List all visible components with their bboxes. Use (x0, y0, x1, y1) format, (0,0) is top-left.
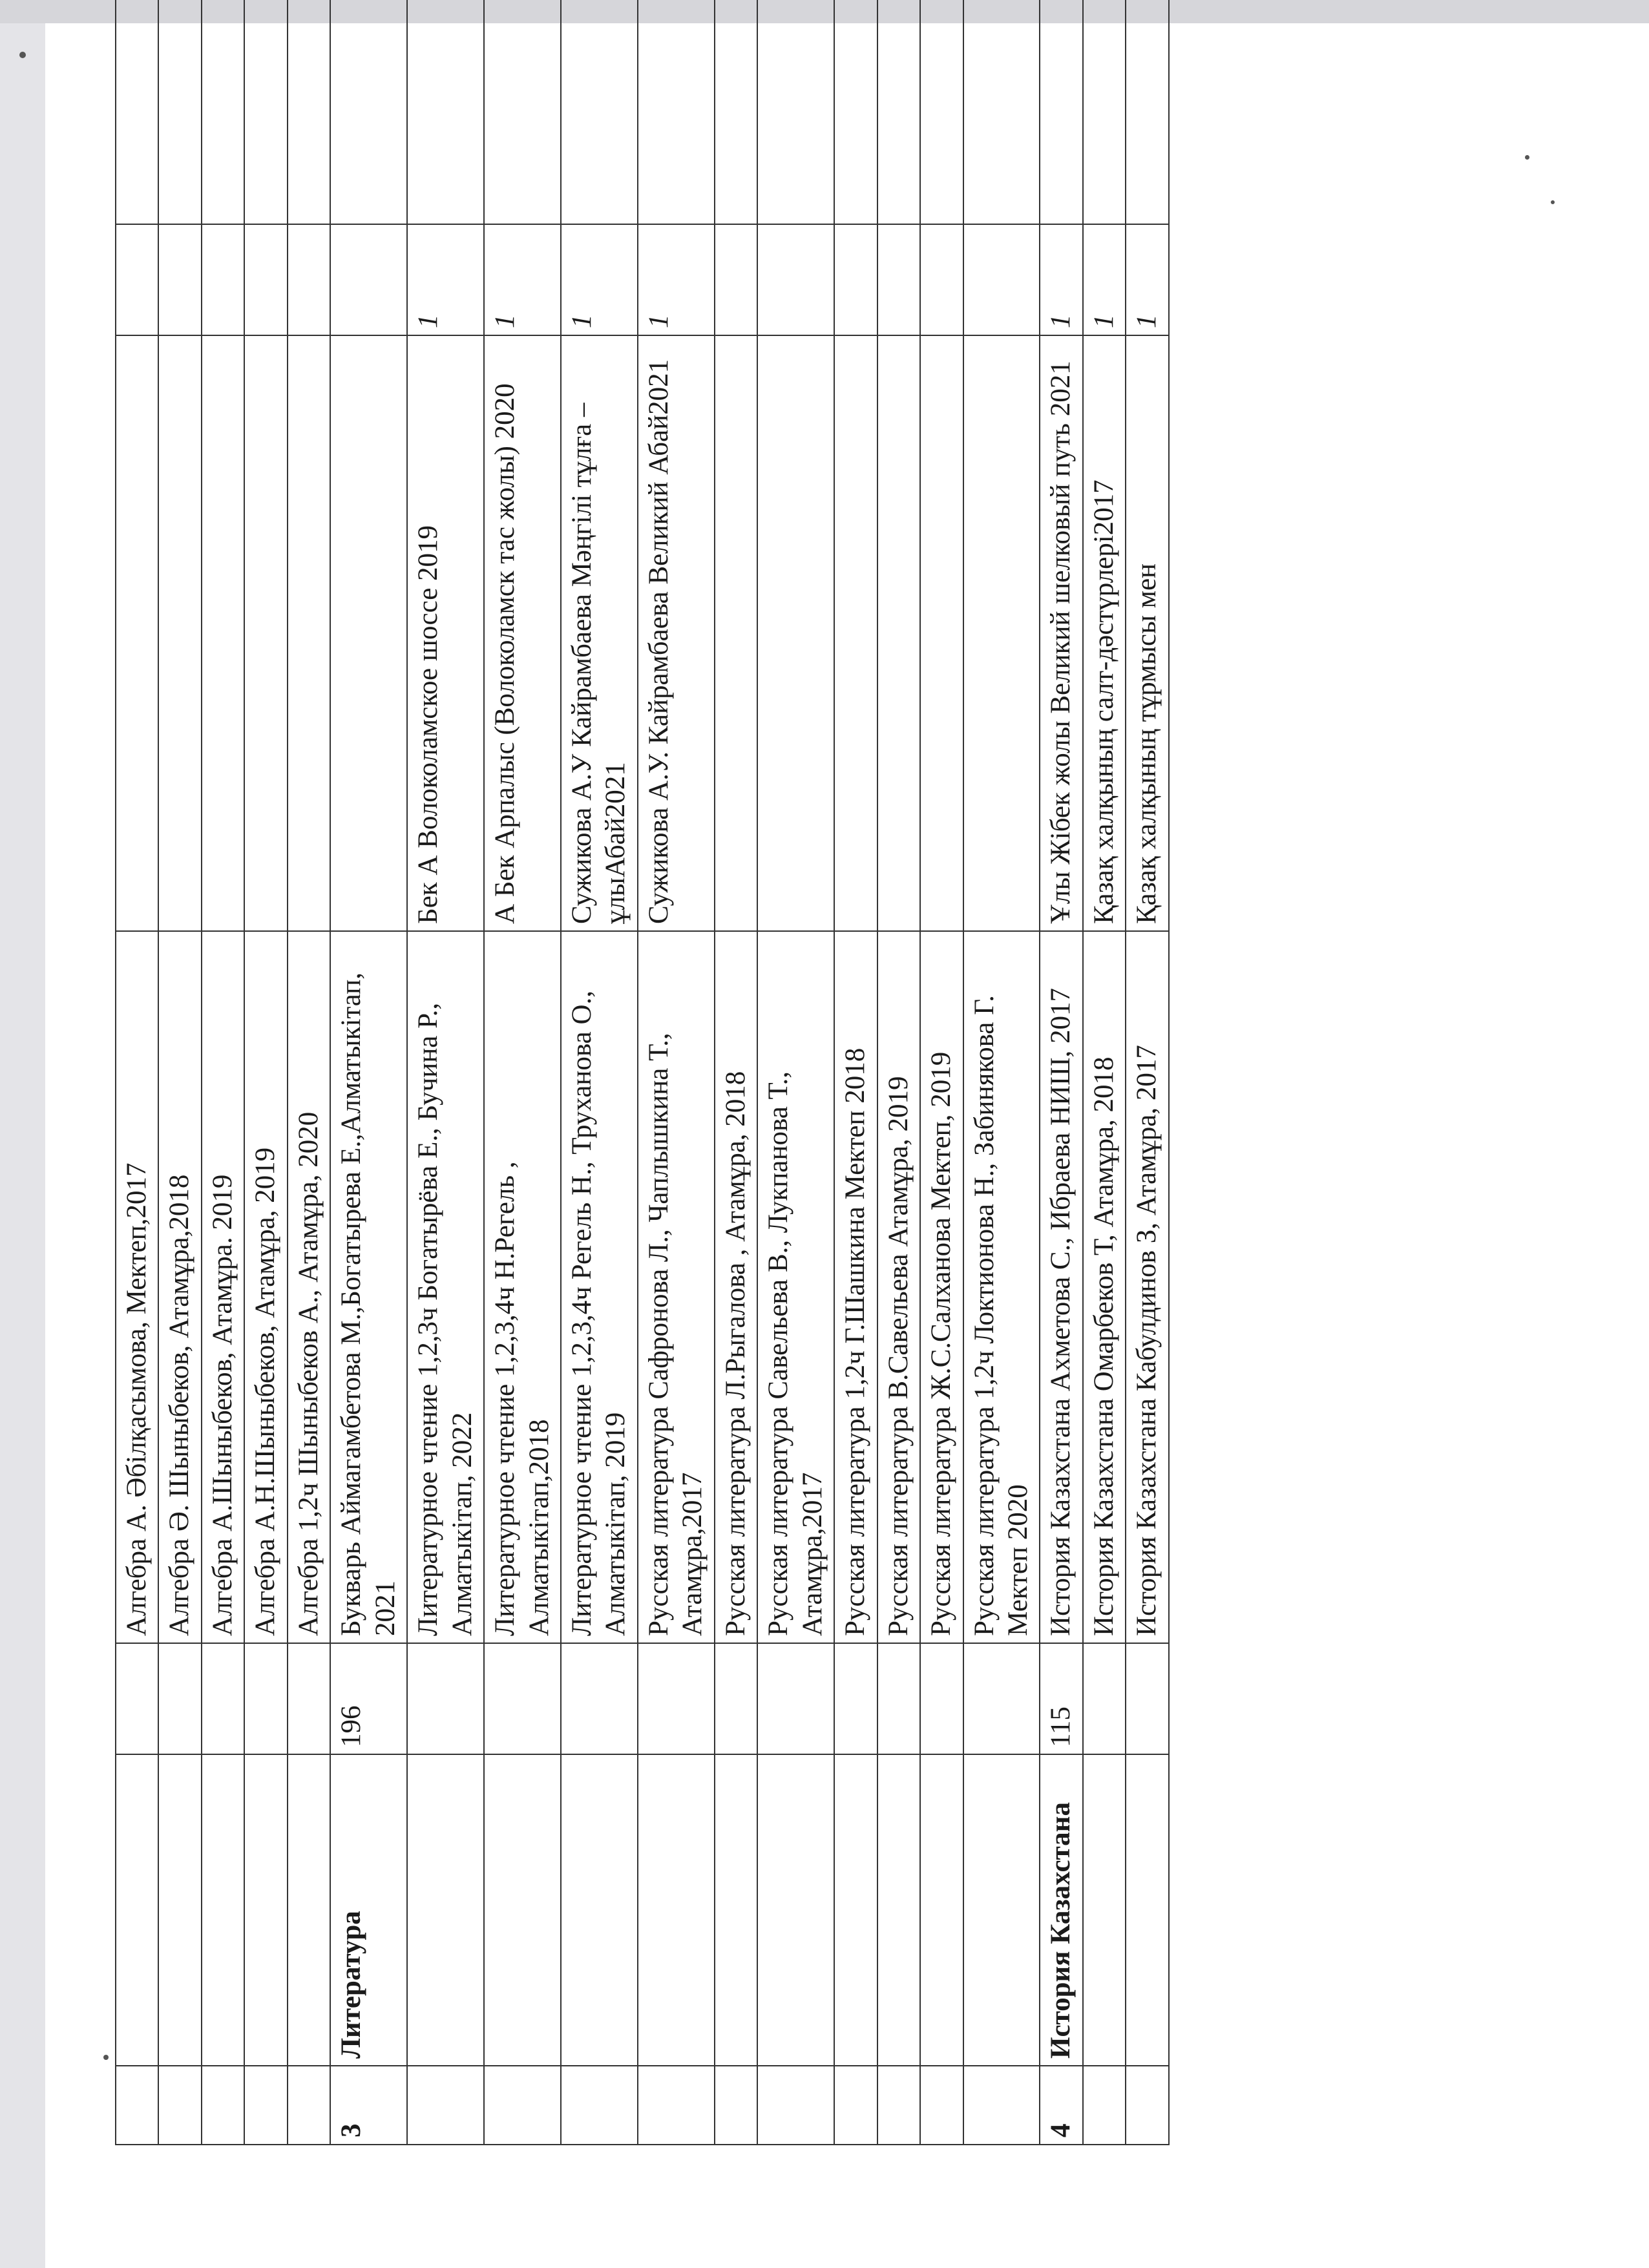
fiction-quantity: 1 (638, 224, 715, 335)
textbook-entry: Русская литература Л.Рыгалова , Атамұра, 2018 (715, 931, 757, 1643)
fiction-entry (116, 335, 158, 931)
fiction-entry (963, 335, 1040, 931)
fiction-entry (877, 335, 920, 931)
fiction-entry (715, 335, 757, 931)
blank-cell (330, 0, 407, 224)
blank-cell (561, 0, 638, 224)
subject-name: Литература (330, 1754, 407, 2066)
row-number (757, 2066, 834, 2145)
textbook-entry: Русская литература 1,2ч Локтионова Н., Забинякова Г. Мектеп 2020 (963, 931, 1040, 1643)
row-number (1083, 2066, 1126, 2145)
subject-name (715, 1754, 757, 2066)
blank-cell (407, 0, 484, 224)
rotated-page (115, 100, 1531, 2145)
subject-name (484, 1754, 561, 2066)
fiction-entry: Бек А Волоколамское шоссе 2019 (407, 335, 484, 931)
blank-cell (715, 0, 757, 224)
blank-cell (202, 0, 244, 224)
textbook-entry: История Казахстана Ахметова С., Ибраева НИШ, 2017 (1040, 931, 1082, 1643)
textbook-entry: История Казахстана Кабулдинов З, Атамұра, 2017 (1126, 931, 1168, 1643)
student-count (834, 1643, 877, 1754)
subject-name (963, 1754, 1040, 2066)
table-row (834, 0, 877, 2145)
table-row (757, 0, 834, 2145)
table-row (877, 0, 920, 2145)
fiction-quantity: 1 (484, 224, 561, 335)
textbook-entry: Алгебра А.Шыныбеков, Атамұра. 2019 (202, 931, 244, 1643)
subject-name (638, 1754, 715, 2066)
fiction-quantity (834, 224, 877, 335)
table-row (963, 0, 1040, 2145)
textbook-entry: Букварь Аймагамбетова М.,Богатырева Е.,Алматыкітап, 2021 (330, 931, 407, 1643)
table-row (920, 0, 963, 2145)
table-row (1126, 0, 1168, 2145)
fiction-entry (202, 335, 244, 931)
row-number (116, 2066, 158, 2145)
fiction-quantity (202, 224, 244, 335)
blank-cell (116, 0, 158, 224)
student-count (288, 1643, 330, 1754)
row-number (288, 2066, 330, 2145)
subject-name (834, 1754, 877, 2066)
blank-cell (877, 0, 920, 224)
subject-name (1126, 1754, 1168, 2066)
student-count (1083, 1643, 1126, 1754)
student-count (561, 1643, 638, 1754)
textbook-entry: Русская литература Савельева В., Лукпанова Т., Атамұра,2017 (757, 931, 834, 1643)
textbook-entry: Русская литература Ж.С.Салханова Мектеп, 2019 (920, 931, 963, 1643)
fiction-quantity (920, 224, 963, 335)
fiction-quantity: 1 (407, 224, 484, 335)
fiction-entry: Ұлы Жібек жолы Великий шелковый путь 2021 (1040, 335, 1082, 931)
blank-cell (963, 0, 1040, 224)
table-row (561, 0, 638, 2145)
table-row (202, 0, 244, 2145)
subject-name: История Казахстана (1040, 1754, 1082, 2066)
student-count (407, 1643, 484, 1754)
fiction-quantity: 1 (1083, 224, 1126, 335)
blank-cell (1083, 0, 1126, 224)
fiction-entry (834, 335, 877, 931)
textbook-entry: Алгебра А.Н.Шыныбеков, Атамұра, 2019 (244, 931, 287, 1643)
fiction-quantity (288, 224, 330, 335)
row-number (244, 2066, 287, 2145)
fiction-quantity: 1 (1040, 224, 1082, 335)
scan-speck (1551, 200, 1555, 204)
fiction-entry (158, 335, 201, 931)
fiction-quantity (757, 224, 834, 335)
fiction-entry: А Бек Арпалыс (Волоколамск тас жолы) 2020 (484, 335, 561, 931)
textbook-table (115, 0, 1170, 2145)
subject-name (757, 1754, 834, 2066)
student-count (158, 1643, 201, 1754)
textbook-entry: Алгебра 1,2ч Шыныбеков А., Атамұра, 2020 (288, 931, 330, 1643)
fiction-entry: Қазақ халқының салт-дәстүрлері2017 (1083, 335, 1126, 931)
fiction-quantity (244, 224, 287, 335)
textbook-entry: Алгебра Ә. Шыныбеков, Атамұра,2018 (158, 931, 201, 1643)
scan-speck (103, 2055, 109, 2060)
table-row (484, 0, 561, 2145)
student-count (116, 1643, 158, 1754)
blank-cell (834, 0, 877, 224)
subject-name (158, 1754, 201, 2066)
textbook-entry: Алгебра А. Әбілқасымова, Мектеп,2017 (116, 931, 158, 1643)
textbook-entry: Литературное чтение 1,2,3,4ч Н.Регель , Алматыкітап,2018 (484, 931, 561, 1643)
blank-cell (484, 0, 561, 224)
fiction-entry (330, 335, 407, 931)
blank-cell (288, 0, 330, 224)
subject-name (244, 1754, 287, 2066)
fiction-entry (288, 335, 330, 931)
subject-name (407, 1754, 484, 2066)
row-number: 4 (1040, 2066, 1082, 2145)
row-number (877, 2066, 920, 2145)
textbook-entry: Русская литература Сафронова Л., Чаплышкина Т., Атамұра,2017 (638, 931, 715, 1643)
row-number (1126, 2066, 1168, 2145)
subject-name (116, 1754, 158, 2066)
row-number (561, 2066, 638, 2145)
fiction-quantity: 1 (1126, 224, 1168, 335)
blank-cell (244, 0, 287, 224)
student-count (638, 1643, 715, 1754)
textbook-entry: История Казахстана Омарбеков Т, Атамұра, 2018 (1083, 931, 1126, 1643)
fiction-quantity (877, 224, 920, 335)
student-count: 115 (1040, 1643, 1082, 1754)
blank-cell (920, 0, 963, 224)
student-count (1126, 1643, 1168, 1754)
textbook-entry: Русская литература В.Савельева Атамұра, 2019 (877, 931, 920, 1643)
textbook-entry: Литературное чтение 1,2,3ч Богатырёва Е., Бучина Р., Алматыкітап, 2022 (407, 931, 484, 1643)
fiction-quantity (963, 224, 1040, 335)
table-row (288, 0, 330, 2145)
row-number (920, 2066, 963, 2145)
fiction-entry (244, 335, 287, 931)
student-count (920, 1643, 963, 1754)
table-row (1040, 0, 1082, 2145)
row-number (715, 2066, 757, 2145)
fiction-entry (920, 335, 963, 931)
blank-cell (1040, 0, 1082, 224)
table-row (638, 0, 715, 2145)
student-count: 196 (330, 1643, 407, 1754)
fiction-quantity (715, 224, 757, 335)
blank-cell (757, 0, 834, 224)
scan-border-left (0, 23, 45, 2268)
blank-cell (638, 0, 715, 224)
table-row (158, 0, 201, 2145)
row-number: 3 (330, 2066, 407, 2145)
student-count (757, 1643, 834, 1754)
subject-name (288, 1754, 330, 2066)
student-count (963, 1643, 1040, 1754)
table-row (1083, 0, 1126, 2145)
table-body (116, 0, 1169, 2145)
row-number (407, 2066, 484, 2145)
table-row (116, 0, 158, 2145)
blank-cell (1126, 0, 1168, 224)
student-count (877, 1643, 920, 1754)
row-number (202, 2066, 244, 2145)
fiction-quantity (330, 224, 407, 335)
scan-speck (19, 52, 26, 58)
table-row (715, 0, 757, 2145)
table-row (244, 0, 287, 2145)
blank-cell (158, 0, 201, 224)
student-count (202, 1643, 244, 1754)
fiction-entry (757, 335, 834, 931)
subject-name (1083, 1754, 1126, 2066)
subject-name (877, 1754, 920, 2066)
row-number (638, 2066, 715, 2145)
subject-name (920, 1754, 963, 2066)
subject-name (561, 1754, 638, 2066)
student-count (244, 1643, 287, 1754)
fiction-quantity (158, 224, 201, 335)
fiction-entry: Сужикова А.У Кайрамбаева Мәңгілі тұлға –ұлыАбай2021 (561, 335, 638, 931)
fiction-quantity: 1 (561, 224, 638, 335)
fiction-entry: Қазақ халқының тұрмысы мен (1126, 335, 1168, 931)
student-count (484, 1643, 561, 1754)
student-count (715, 1643, 757, 1754)
textbook-entry: Русская литература 1,2ч Г.Шашкина Мектеп 2018 (834, 931, 877, 1643)
subject-name (202, 1754, 244, 2066)
row-number (158, 2066, 201, 2145)
table-row (407, 0, 484, 2145)
row-number (963, 2066, 1040, 2145)
row-number (484, 2066, 561, 2145)
fiction-quantity (116, 224, 158, 335)
row-number (834, 2066, 877, 2145)
table-row (330, 0, 407, 2145)
fiction-entry: Сужикова А.У. Кайрамбаева Великий Абай2021 (638, 335, 715, 931)
textbook-entry: Литературное чтение 1,2,3,4ч Регель Н., Труханова О., Алматыкітап, 2019 (561, 931, 638, 1643)
